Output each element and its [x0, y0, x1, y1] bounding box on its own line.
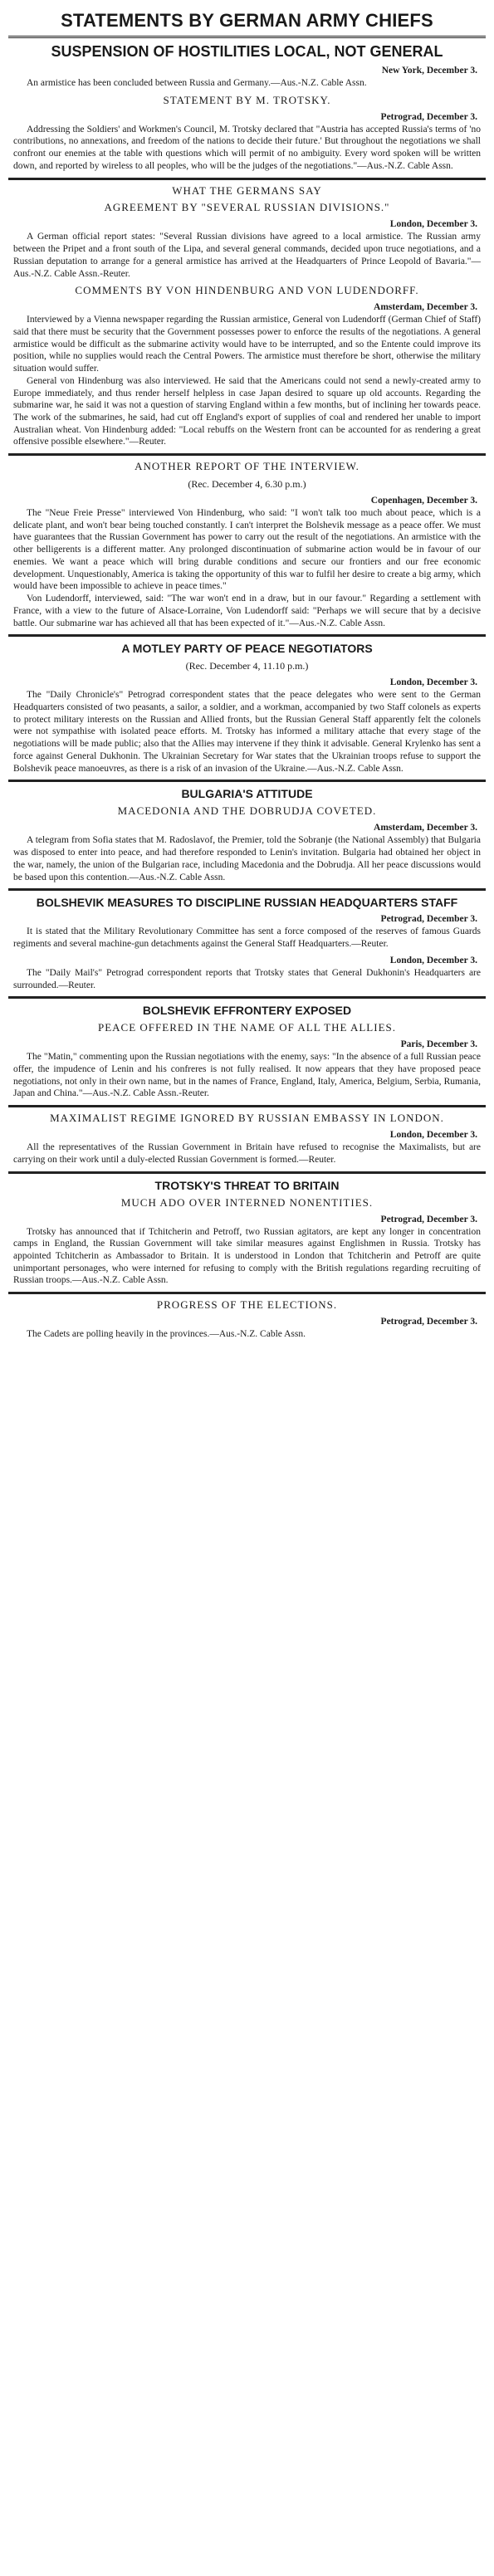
section-divider: [8, 780, 486, 782]
news-section: [8, 285, 486, 448]
dateline: London, December 3.: [389, 219, 477, 230]
section-headline: BULGARIA'S ATTITUDE: [181, 787, 313, 801]
dateline: London, December 3.: [389, 677, 477, 688]
news-section: [8, 95, 486, 173]
section-headline: ANOTHER REPORT OF THE INTERVIEW.: [135, 460, 359, 473]
article-paragraph: Interviewed by a Vienna newspaper regarding the Russian armistice, General von Ludendorff (German Chief of Staff) said that there must be security that the Government possesses power to enforce the results of the negotiations. A general armistice would be difficult as the submarine activity would have to be interrupted, and so the Entente could improve its position, while no supplies would reach the Central Powers. The armistice must therefore be short, otherwise the military situation would suffer.: [13, 315, 481, 374]
section-subheadline: MACEDONIA AND THE DOBRUDJA COVETED.: [117, 804, 377, 818]
article-paragraph: The Cadets are polling heavily in the provinces.—Aus.-N.Z. Cable Assn.: [27, 1329, 306, 1340]
section-divider: [8, 888, 486, 891]
news-section: [8, 43, 486, 89]
section-headline: SUSPENSION OF HOSTILITIES LOCAL, NOT GENERAL: [51, 43, 443, 61]
dateline: Petrograd, December 3.: [380, 111, 477, 122]
masthead-headline: STATEMENTS BY GERMAN ARMY CHIEFS: [61, 10, 433, 31]
section-divider: [8, 1105, 486, 1107]
dateline: Amsterdam, December 3.: [374, 302, 477, 313]
dateline: New York, December 3.: [381, 65, 477, 76]
section-headline: COMMENTS BY VON HINDENBURG AND VON LUDENDORFF.: [75, 284, 419, 297]
dateline: London, December 3.: [389, 955, 477, 965]
section-headline: STATEMENT BY M. TROTSKY.: [163, 93, 331, 106]
dateline: London, December 3.: [389, 1130, 477, 1141]
news-section: [8, 634, 486, 775]
news-section: [8, 1292, 486, 1341]
section-headline: TROTSKY'S THREAT TO BRITAIN: [154, 1178, 340, 1192]
section-headline: PROGRESS OF THE ELECTIONS.: [156, 1298, 338, 1312]
news-section: [8, 996, 486, 1100]
article-paragraph: The "Matin," commenting upon the Russian negotiations with the enemy, says: "In the absence of a full Russian peace offer, the impudence of Lenin and his confreres is not fully realised. It now appears that they have proposed peace negotiations, not only in their own name, but in the names of France, England, Italy, America, Belgium, Serbia, Rumania, Japan and China."—Aus.-N.Z. Cable Assn.-Reuter.: [13, 1052, 481, 1099]
news-section: [8, 780, 486, 883]
news-section: [8, 888, 486, 991]
section-headline: A MOTLEY PARTY OF PEACE NEGOTIATORS: [121, 642, 373, 656]
section-headline: BOLSHEVIK EFFRONTERY EXPOSED: [142, 1004, 352, 1018]
received-note: (Rec. December 4, 6.30 p.m.): [188, 478, 306, 491]
section-headline: BOLSHEVIK MEASURES TO DISCIPLINE RUSSIAN HEADQUARTERS STAFF: [36, 896, 458, 910]
article-paragraph: The "Daily Mail's" Petrograd correspondent reports that Trotsky states that General Dukhonin's Headquarters are surrounded.—Reuter.: [13, 967, 481, 990]
section-divider: [8, 453, 486, 456]
article-paragraph: General von Hindenburg was also interviewed. He said that the Americans could not send a newly-created army to Europe immediately, and thus render herself helpless in case Japan desired to square up old accounts. Regarding the submarine war, he said it was not a question of starving England within a few months, but of inclining her towards peace. The work of the submarines, he said, had cut off England's export of supplies of coal and rendered her unable to import Australian wheat. Von Hindenburg added: "Local rebuffs on the Western front can be accounted for as rendering a great offensive possible elsewhere."—Reuter.: [13, 375, 481, 447]
article-paragraph: Trotsky has announced that if Tchitcherin and Petroff, two Russian agitators, are kept any longer in concentration camps in England, the Russian Government will take similar measures against Englishmen in Russia. Trotsky has appointed Tchitcherin as Ambassador to Britain. It is understood in London that Tchitcherin and Petroff are quite unimportant personages, who were interned for refusing to comply with the British regulations regarding recruiting of Russian troops.—Aus.-N.Z. Cable Assn.: [13, 1226, 481, 1286]
dateline: Petrograd, December 3.: [380, 1214, 477, 1224]
article-paragraph: Addressing the Soldiers' and Workmen's Council, M. Trotsky declared that "Austria has accepted Russia's terms of 'no contributions, no annexations, and freedom of the nations to decide their future.' But throughout the negotiations we shall confront our enemies at the table with questions which will permit of no ambiguity. Every word spoken will be written down, and reported by wireless to all peoples, who will be the judges of the negotiations."—Aus.-N.Z. Cable Assn.: [13, 124, 481, 171]
dateline: Petrograd, December 3.: [380, 1317, 477, 1327]
section-headline: MAXIMALIST REGIME IGNORED BY RUSSIAN EMBASSY IN LONDON.: [50, 1112, 444, 1125]
article-paragraph: The "Neue Freie Presse" interviewed Von Hindenburg, who said: "I won't talk too much about peace, which is a delicate plant, and won't bear being touched constantly. I can't interpret the Bolshevik message as a peace offer. We must have guarantees that the Russian Government has power to carry out the result of the negotiations. An armistice with the other belligerents is a different matter. Any prolonged discontinuation of submarine action would be in favour of our enemies. We want a peace which will bring durable conditions and secure our frontiers and our free economic development. Unquestionably, America is taking the opportunity of this war to fulfil her desire to create a big army, which would have been impossible to achieve in peace times.": [13, 508, 481, 592]
dateline: Copenhagen, December 3.: [370, 496, 477, 506]
news-section: [8, 178, 486, 281]
news-section: [8, 1171, 486, 1288]
article-paragraph: A German official report states: "Several Russian divisions have agreed to a local armistice. The Russian army between the Pripet and a front south of the Lipa, and several general commands, decided upon truce negotiations, and a Russian deputation to arrange for a general armistice has arrived at the Headquarters of Prince Leopold of Bavaria."—Aus.-N.Z. Cable Assn.-Reuter.: [13, 232, 481, 279]
article-sections: [8, 43, 486, 1341]
article-paragraph: An armistice has been concluded between Russia and Germany.—Aus.-N.Z. Cable Assn.: [27, 77, 367, 88]
section-divider: [8, 996, 486, 999]
article-paragraph: All the representatives of the Russian Government in Britain have refused to recognise the Maximalists, but are carrying on their work until a duly-elected Russian Government is formed.—Reuter.: [13, 1142, 481, 1165]
dateline: Amsterdam, December 3.: [374, 823, 477, 833]
section-subheadline: AGREEMENT BY "SEVERAL RUSSIAN DIVISIONS.": [104, 201, 390, 214]
section-subheadline: PEACE OFFERED IN THE NAME OF ALL THE ALLIES.: [97, 1021, 396, 1034]
article-paragraph: The "Daily Chronicle's" Petrograd correspondent states that the peace delegates who were sent to the German Headquarters consisted of two peasants, a sailor, a soldier, and a workman, accompanied by two Staff colonels as experts to protect military interests on the Russian and Allied fronts, but the Russian General Staff apparently felt the colonels were not sympathise with isolated peace efforts. M. Trotsky has informed a military attache that every stage of the negotiations will be made public; also that the Allies may intervene if they think it advisable. General Krylenko has sent a force against General Dukhonin. The Ukrainian Secretary for War states that the Ukrainian troops refuse to support the Bolshevik peace manoeuvres, as there is a risk of an invasion of the Ukraine.—Aus.-N.Z. Cable Assn.: [13, 690, 481, 774]
news-section: [8, 453, 486, 629]
article-paragraph: Von Ludendorff, interviewed, said: "The war won't end in a draw, but in our favour." Regarding a settlement with France, with a view to the future of Alsace-Lorraine, Von Ludendorff said: "Perhaps we will secure that by a decisive battle. Our submarine war has achieved all that has been expected of it."—Aus.-N.Z. Cable Assn.: [13, 594, 481, 628]
section-subheadline: MUCH ADO OVER INTERNED NONENTITIES.: [120, 1195, 374, 1209]
dateline: Paris, December 3.: [400, 1039, 477, 1050]
article-page: [8, 0, 486, 1341]
section-divider: [8, 1292, 486, 1294]
article-paragraph: It is stated that the Military Revolutionary Committee has sent a force composed of the reserves of famous Guards regiments and several machine-gun detachments against the General Staff Headquarters.—Reuter.: [13, 926, 481, 950]
masthead-rule: [8, 36, 486, 38]
article-paragraph: A telegram from Sofia states that M. Radoslavof, the Premier, told the Sobranje (the National Assembly) that Bulgaria was disposed to enter into peace, and had therefore responded to Lenin's invitation. Bulgaria had obtained her object in the war, namely, the union of the Bulgarian race, including Macedonia and the Dobrudja. All her peace discussions would be based upon this contention.—Aus.-N.Z. Cable Assn.: [13, 835, 481, 882]
section-headline: WHAT THE GERMANS SAY: [172, 183, 322, 197]
received-note: (Rec. December 4, 11.10 p.m.): [185, 660, 309, 672]
section-divider: [8, 178, 486, 180]
dateline: Petrograd, December 3.: [380, 914, 477, 925]
section-divider: [8, 1171, 486, 1174]
section-divider: [8, 634, 486, 637]
news-section: [8, 1105, 486, 1166]
